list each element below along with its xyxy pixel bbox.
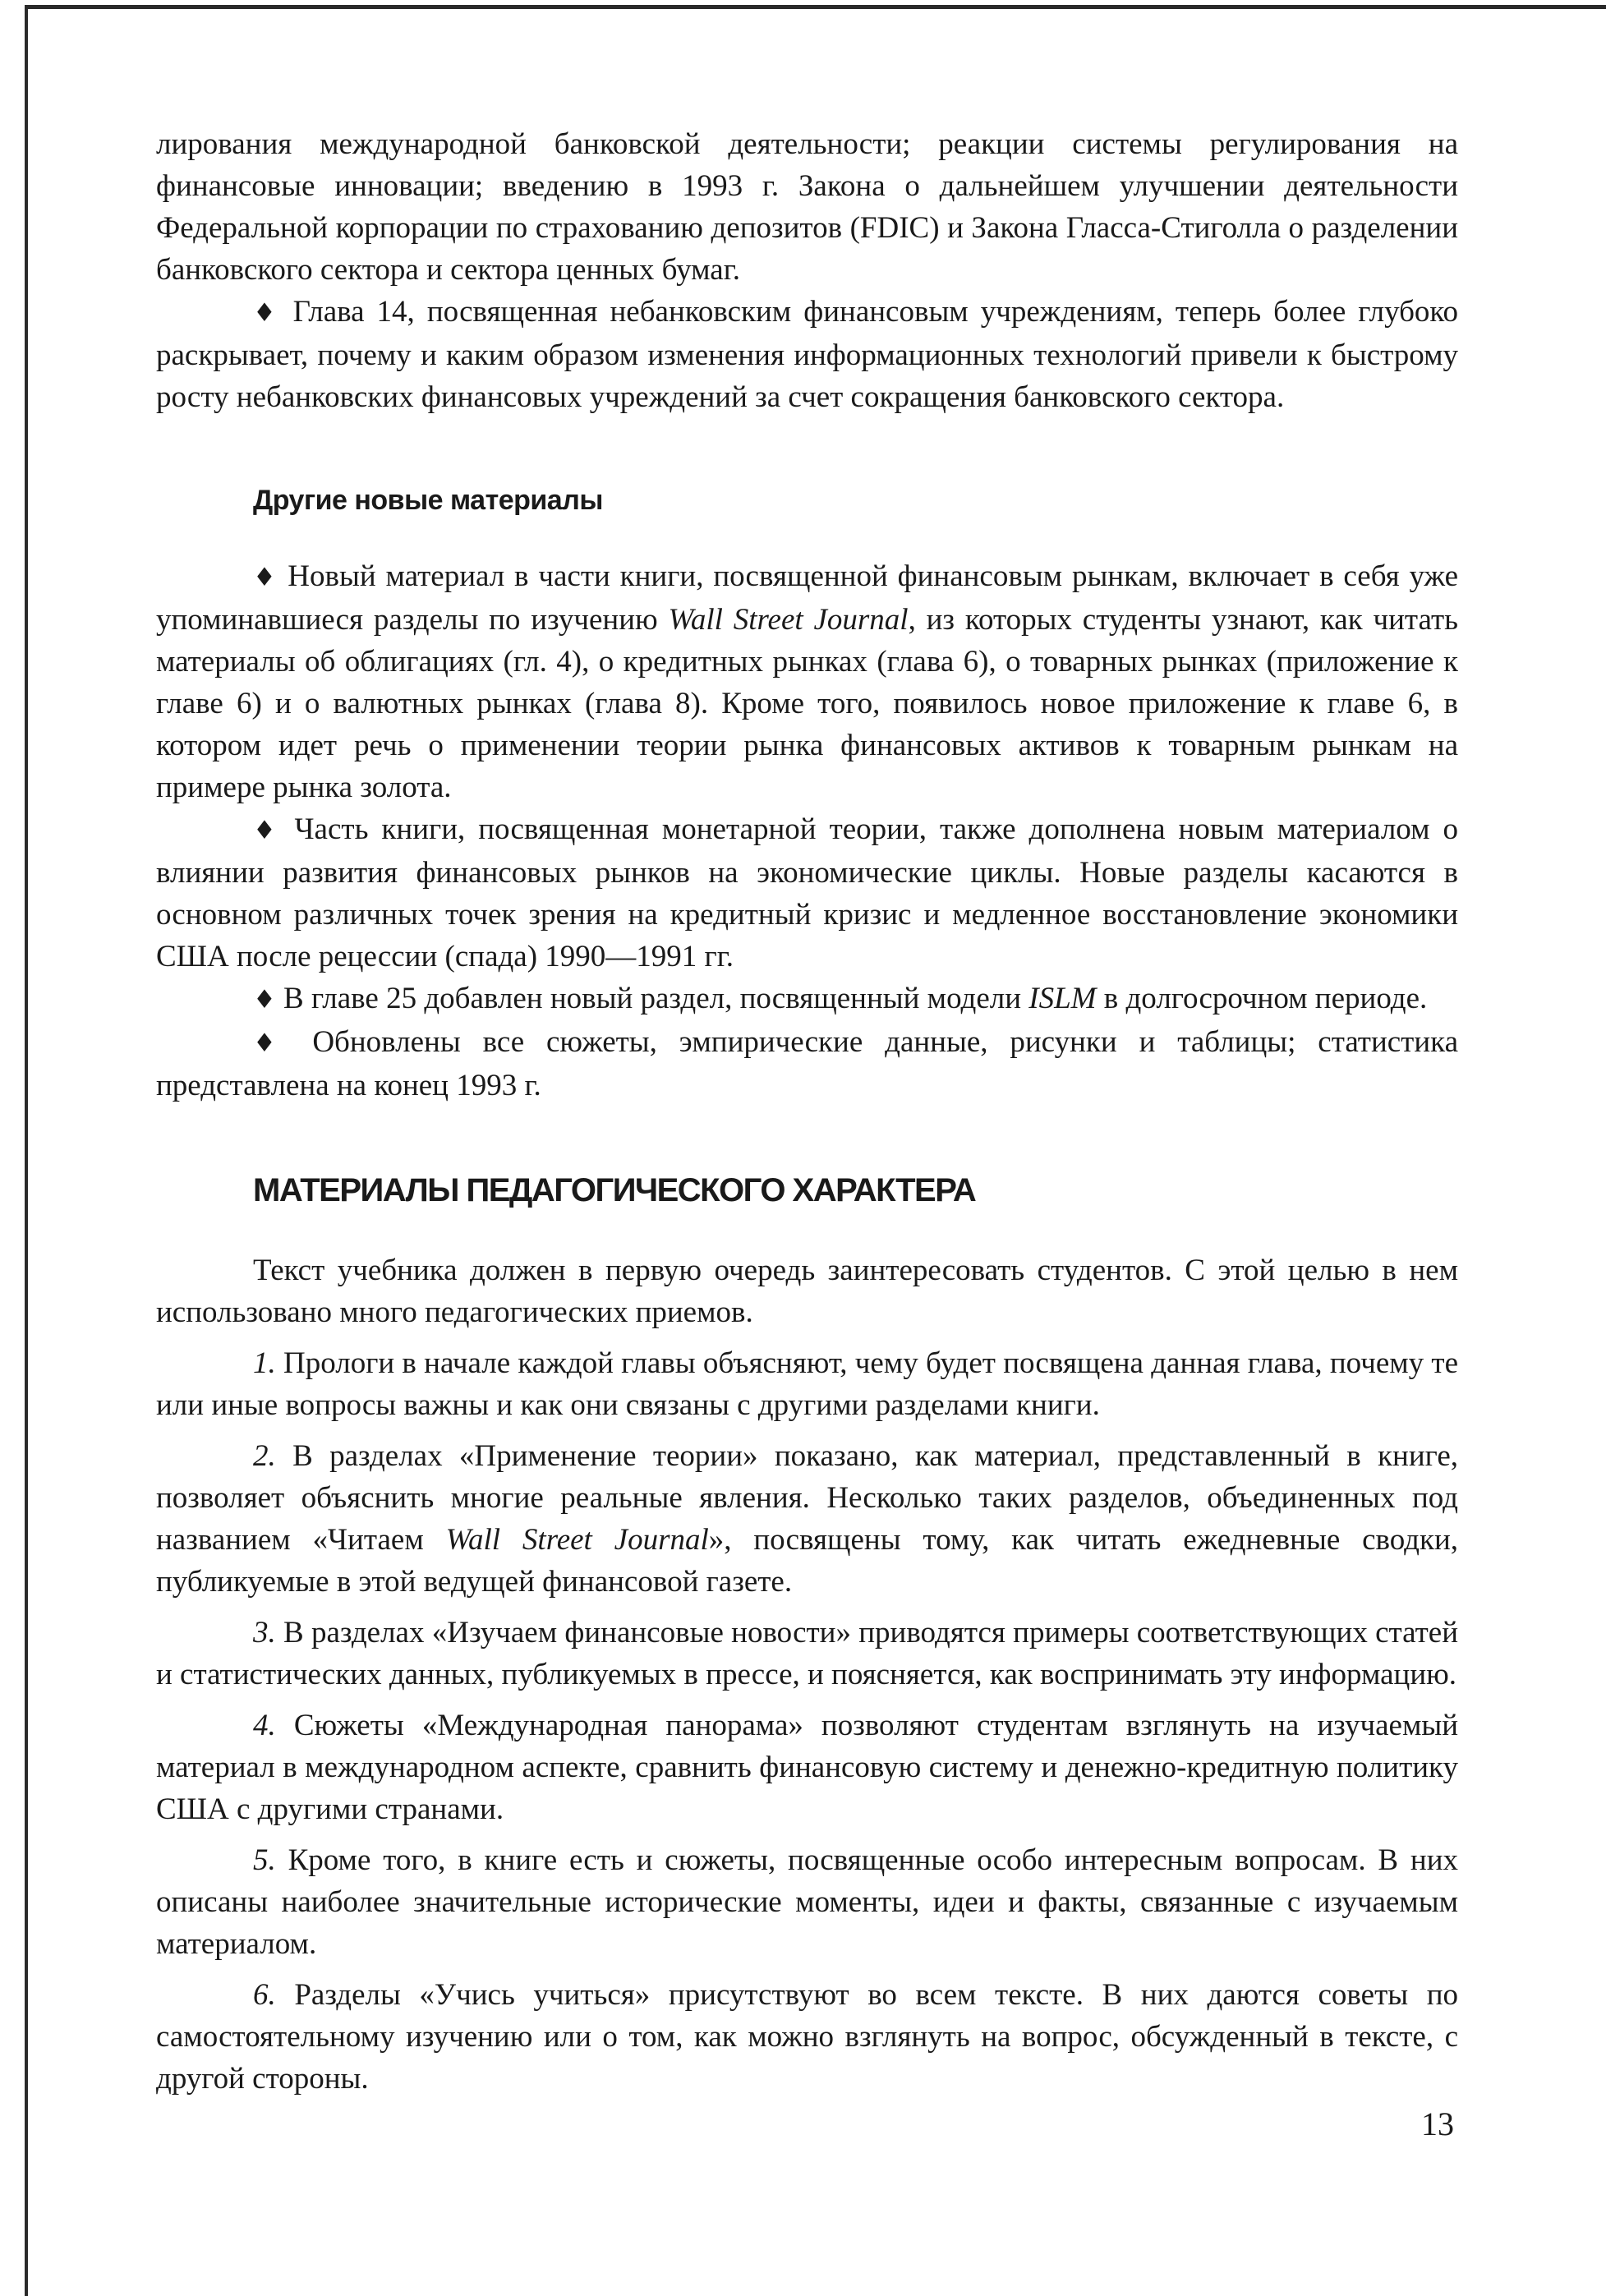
diamond-bullet-icon: ♦ — [253, 1028, 291, 1058]
list-item-2: 2. В разделах «Применение теории» показано, как материал, представленный в книге, позволяет объяснить многие реальные явления. Несколько таких разделов, объединенных под названием «Читаем Wall Street Journal», посвящены тому, как читать ежедневные сводки, публикуемые в этой ведущей финансовой газете. — [156, 1439, 1459, 1599]
list-item-5: 5. Кроме того, в книге есть и сюжеты, посвященные особо интересным вопросам. В них описаны наиболее значительные исторические моменты, идеи и факты, связанные с изучаемым материалом. — [156, 1843, 1458, 1961]
item-number: 5. — [253, 1843, 276, 1877]
item-number: 2. — [253, 1439, 276, 1473]
list-item-6: 6. Разделы «Учись учиться» присутствуют во всем тексте. В них даются советы по самостоятельному изучению или о том, как можно взглянуть на вопрос, обсужденный в тексте, с другой стороны. — [156, 1978, 1458, 2096]
bullet-chapter-14: ♦ Глава 14, посвященная небанковским финансовым учреждениям, теперь более глубоко раскрывает, почему и каким образом изменения информационных технологий привели к быстрому росту небанковских финансовых учреждений за счет сокращения банковского сектора. — [156, 295, 1459, 414]
list-item-3: 3. В разделах «Изучаем финансовые новости» приводятся примеры соответствующих статей и статистических данных, публикуемых в прессе, и поясняется, как воспринимать эту информацию. — [156, 1616, 1459, 1691]
bullet-updated-data: ♦ Обновлены все сюжеты, эмпирические данные, рисунки и таблицы; статистика представлена на конец 1993 г. — [156, 1025, 1458, 1102]
list-item-1: 1. Прологи в начале каждой главы объясняют, чему будет посвящена данная глава, почему те или иные вопросы важны и как они связаны с другими разделами книги. — [156, 1346, 1458, 1422]
wsj-title: Wall Street Journal — [668, 603, 909, 637]
diamond-bullet-icon: ♦ — [253, 298, 281, 328]
page-body — [156, 123, 1458, 2100]
intro-paragraph: Текст учебника должен в первую очередь заинтересовать студентов. С этой целью в нем использовано много педагогических приемов. — [156, 1254, 1458, 1329]
section-heading-pedagogical: МАТЕРИАЛЫ ПЕДАГОГИЧЕСКОГО ХАРАКТЕРА — [253, 1172, 976, 1208]
bullet-financial-markets: ♦ Новый материал в части книги, посвященной финансовым рынкам, включает в себя уже упоминавшиеся разделы по изучению Wall Street Journal, из которых студенты узнают, как читать материалы об облигациях (гл. 4), о кредитных рынках (глава 6), о товарных рынках (приложение к главе 6) и о валютных рынках (глава 8). Кроме того, появилось новое приложение к главе 6, в котором идет речь о применении теории рынка финансовых активов к товарным рынкам на примере рынка золота. — [156, 559, 1459, 804]
page-number: 13 — [1421, 2105, 1454, 2142]
scan-left-edge — [25, 5, 28, 2296]
item-number: 6. — [253, 1978, 276, 2012]
paragraph-continued: лирования международной банковской деятельности; реакции системы регулирования на финансовые инновации; введению в 1993 г. Закона о дальнейшем улучшении деятельности Федеральной корпорации по страхованию депозитов (FDIC) и Закона Гласса-Стиголла о разделении банковского сектора и сектора ценных бумаг. — [156, 127, 1458, 287]
item-number: 4. — [253, 1709, 276, 1742]
diamond-bullet-icon: ♦ — [253, 816, 282, 845]
bullet-monetary-theory: ♦ Часть книги, посвященная монетарной теории, также дополнена новым материалом о влиянии развития финансовых рынков на экономические циклы. Новые разделы касаются в основном различных точек зрения на кредитный кризис и медленное восстановление экономики США после рецессии (спада) 1990—1991 гг. — [156, 812, 1458, 973]
item-number: 1. — [253, 1346, 276, 1380]
bullet-chapter-25: ♦ В главе 25 добавлен новый раздел, посвященный модели ISLM в долгосрочном периоде. — [253, 982, 1428, 1015]
item-number: 3. — [253, 1616, 276, 1650]
diamond-bullet-icon: ♦ — [253, 563, 278, 592]
wsj-title: Wall Street Journal — [445, 1523, 709, 1557]
scan-top-edge — [25, 5, 1606, 9]
subheading-other-new-materials: Другие новые материалы — [253, 485, 603, 516]
list-item-4: 4. Сюжеты «Международная панорама» позволяют студентам взглянуть на изучаемый материал в международном аспекте, сравнить финансовую систему и денежно-кредитную политику США с другими странами. — [156, 1709, 1459, 1826]
diamond-bullet-icon: ♦ — [253, 985, 276, 1015]
islm-model: ISLM — [1028, 982, 1097, 1015]
